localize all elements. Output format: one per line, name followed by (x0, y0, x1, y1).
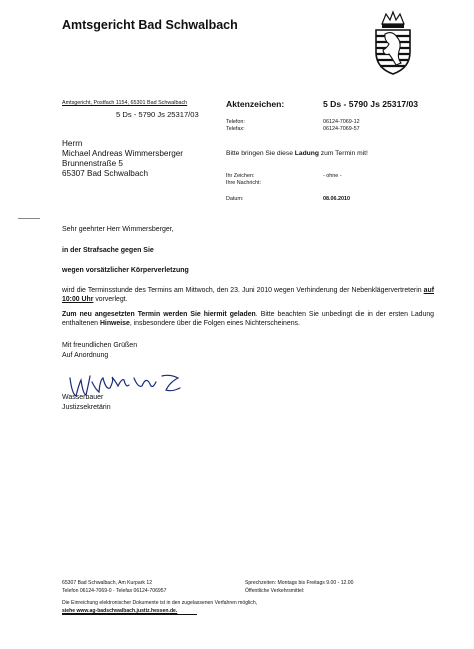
paragraph-reschedule: wird die Terminsstunde des Termins am Mittwoch, den 23. Juni 2010 wegen Verhinderung der Nebenklägervertreterin auf 10:00 Uhr vorverlegt. (62, 287, 434, 304)
recipient-name: Michael Andreas Wimmersberger (62, 149, 184, 158)
footer-website-link[interactable]: siehe www.ag-badschwalbach.justiz.hessen.de. (62, 608, 178, 614)
coat-of-arms-icon (372, 10, 414, 76)
footer-address: 65307 Bad Schwalbach, Am Kurpark 12 (62, 580, 153, 586)
charge-line: wegen vorsätzlicher Körperverletzung (62, 267, 189, 274)
ihre-nachricht-label: Ihre Nachricht: (226, 180, 262, 186)
recipient-city: 65307 Bad Schwalbach (62, 169, 149, 178)
footer-public-transport: Öffentliche Verkehrsmittel: (245, 588, 305, 594)
paragraph-summons: Zum neu angesetzten Termin werden Sie hiermit geladen. Bitte beachten Sie unbedingt die in der ersten Ladung enthaltenen Hinweise, insbesondere über die Folgen eines Nichterscheinens. (62, 311, 434, 328)
recipient-line-1: Herrn (62, 139, 83, 148)
footer-office-hours: Sprechzeiten: Montags bis Freitags 9.00 - 12.00 (245, 580, 354, 586)
telefax-value: 06124-7069-57 (323, 126, 360, 132)
bring-summons-notice: Bitte bringen Sie diese Ladung zum Termin mit! (226, 150, 368, 157)
footer-rule (62, 614, 197, 615)
footer-edocs-note: Die Einreichung elektronischer Dokumente ist in den zugelassenen Verfahren möglich, (62, 600, 258, 606)
signer-name: Wasserbauer (62, 394, 104, 401)
telefon-value: 06124-7069-12 (323, 119, 360, 125)
aktenzeichen-label: Aktenzeichen: (226, 99, 285, 109)
datum-label: Datum: (226, 196, 244, 202)
closing-authority: Auf Anordnung (62, 352, 109, 359)
sender-line: Amtsgericht, Postfach 1154, 65301 Bad Schwalbach (62, 100, 188, 106)
telefon-label: Telefon: (226, 119, 245, 125)
case-line: in der Strafsache gegen Sie (62, 247, 154, 254)
recipient-street: Brunnenstraße 5 (62, 159, 123, 168)
footer-phone-fax: Telefon 06124-7069-0 · Telefax 06124-706957 (62, 588, 167, 594)
ihr-zeichen-label: Ihr Zeichen: (226, 173, 255, 179)
telefax-label: Telefax: (226, 126, 245, 132)
reference-number: 5 Ds - 5790 Js 25317/03 (116, 110, 199, 119)
signer-title: Justizsekretärin (62, 404, 111, 411)
aktenzeichen-value: 5 Ds - 5790 Js 25317/03 (323, 99, 419, 109)
court-name: Amtsgericht Bad Schwalbach (62, 18, 238, 32)
datum-value: 08.06.2010 (323, 196, 350, 202)
closing-greeting: Mit freundlichen Grüßen (62, 342, 138, 349)
ihr-zeichen-value: - ohne - (323, 173, 342, 179)
fold-mark (18, 218, 40, 219)
salutation: Sehr geehrter Herr Wimmersberger, (62, 226, 174, 233)
